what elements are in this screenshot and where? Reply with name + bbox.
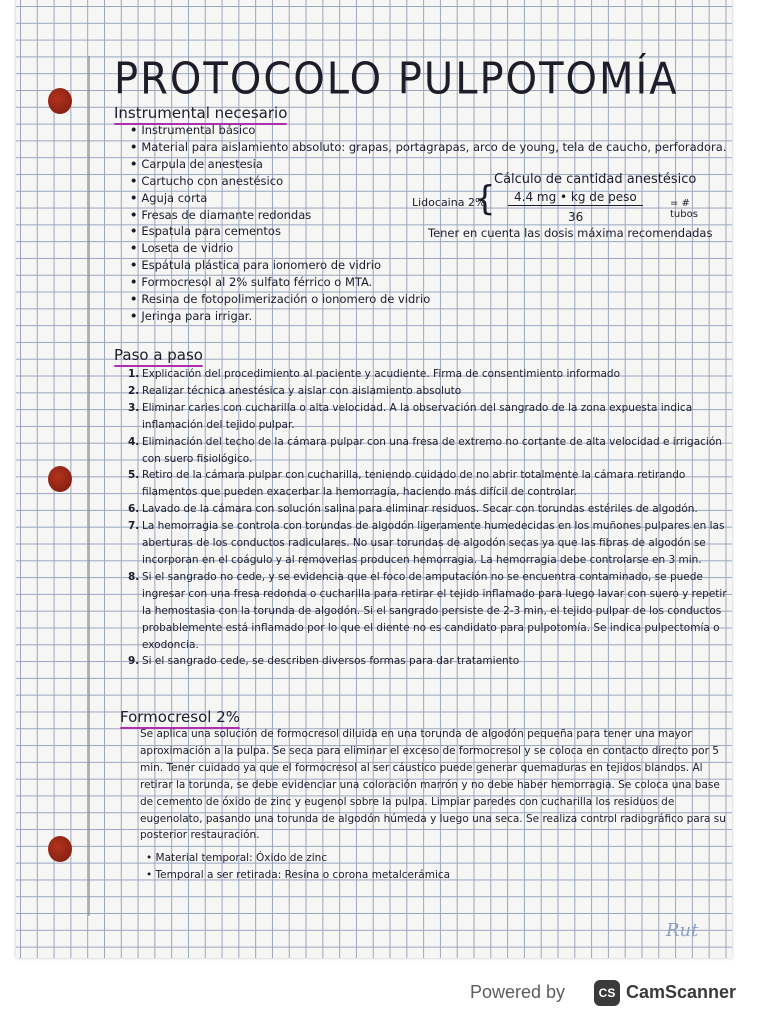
steps-heading-text: Paso a paso [114,346,203,364]
list-item [128,467,728,501]
binder-hole-bottom [48,836,72,862]
list-item [128,518,728,569]
step-text: Eliminación del techo de la cámara pulpar con una fresa de extremo no cortante de alta velocidad e irrigación con suero fisiológico. [142,435,722,465]
formocresol-heading-text: Formocresol 2% [120,708,240,726]
camscanner-logo-icon: CS [594,980,620,1006]
binder-hole-middle [48,466,72,492]
step-number: 6. [128,503,140,516]
list-item: • Cartucho con anestésico [130,173,726,190]
list-item [128,383,728,400]
step-text: Realizar técnica anestésica y aislar con aislamiento absoluto [142,384,462,397]
list-item: • Instrumental básico [130,122,726,139]
steps-list [128,366,728,670]
calc-result: = # tubos [670,198,698,220]
step-number: 9. [128,655,140,668]
list-item [128,501,728,518]
calc-note: Tener en cuenta las dosis máxima recomendadas [428,226,713,240]
list-item [128,366,728,383]
list-item [128,434,728,468]
step-number: 7. [128,520,140,533]
margin-line [88,56,90,916]
list-item: • Formocresol al 2% sulfato férrico o MTA. [130,274,726,291]
camscanner-brand: CamScanner [626,982,737,1002]
step-text: Explicación del procedimiento al paciente y acudiente. Firma de consentimiento informado [142,368,621,380]
notebook-page [16,0,732,958]
list-item: • Fresas de diamante redondas [130,207,726,224]
list-item: • Espatula para cementos [130,223,726,240]
step-text: Si el sangrado no cede, y se evidencia que el foco de amputación no se encuentra contaminado, se puede ingresar con una fresa redonda o cucharilla para retirar el tejido inflamado para luego lavar con suero y repetir la hemostasia con la torunda de algodón. Si el sangrado persiste de 2-3 min, el tejido pulpar de los conductos probablemente está inflamado por lo que el diente no es candidato para pulpotomía. Se indica pulpectomía o exodoncia. [142,570,727,651]
step-text: Lavado de la cámara con solución salina para eliminar residuos. Secar con torundas estériles de algodón. [142,503,698,516]
instrumental-list [130,122,726,325]
list-item [128,653,728,670]
calc-title: Cálculo de cantidad anestésico [494,172,697,187]
step-text: Retiro de la cámara pulpar con cucharilla, teniendo cuidado de no abrir totalmente la cámara retirando filamentos que pueden exacerbar la hemorragia, haciendo más difícil de controlar. [142,469,686,499]
list-item [128,400,728,434]
list-item: • Loseta de vidrio [130,240,726,257]
step-number: 3. [128,401,140,414]
step-number: 5. [128,469,140,482]
step-text: Eliminar caries con cucharilla o alta velocidad. A la observación del sangrado de la zona expuesta indica inflamación del tejido pulpar. [142,401,693,431]
list-item: • Espátula plástica para ionomero de vidrio [130,257,726,274]
binder-hole-top [48,88,72,114]
list-item: • Jeringa para irrigar. [130,308,726,325]
step-number: 2. [128,384,140,397]
formocresol-sub-item: • Material temporal: Óxido de zinc [146,852,328,864]
instrumental-heading-text: Instrumental necesario [114,104,288,122]
formocresol-paragraph: Se aplica una solución de formocresol diluida en una torunda de algodón pequeña para tener una mayor aproximación a la pulpa. Se seca para eliminar el exceso de formocresol y se coloca en contacto directo por 5 min. Tener cuidado ya que el formocresol al ser cáustico puede generar quemaduras en tejidos blandos. Al retirar la torunda, se debe evidenciar una coloración marrón y no debe haber hemorragia. Se coloca una base de cemento de óxido de zinc y eugenol sobre la pulpa. Limpiar paredes con cucharilla los residuos de eugenolato, pasando una torunda de algodón húmeda y luego una seca. Se realiza control radiográfico para su posterior restauración. [140,728,726,842]
list-item: • Aguja corta [130,190,726,207]
calc-drug: Lidocaina 2% [412,196,486,209]
formocresol-sub-item: • Temporal a ser retirada: Resina o corona metalcerámica [146,869,451,881]
step-text: Si el sangrado cede, se describen diversos formas para dar tratamiento [142,655,520,668]
list-item: • Resina de fotopolimerización o ionomero de vidrio [130,291,726,308]
signature: Rut [666,920,699,941]
calc-brace: { [474,179,496,219]
step-number: 1. [128,368,140,380]
calc-numerator: 4.4 mg • kg de peso [508,190,643,206]
calc-denominator: 36 [568,210,584,224]
list-item [128,569,728,654]
step-number: 8. [128,570,140,583]
steps-heading [114,346,203,367]
list-item: • Carpula de anestesia [130,156,726,173]
powered-by-text: Powered by [470,982,566,1002]
step-number: 4. [128,435,140,448]
page-title: PROTOCOLO PULPOTOMÍA [114,53,679,105]
step-text: La hemorragia se controla con torundas de algodón ligeramente humedecidas en los muñones pulpares en las aberturas de los conductos radiculares. No usar torundas de algodón secas ya que las fibras de algodón se incorporan en el coágulo y al removerlas producen hemorragia. La hemorragia debe controlarse en 3 min. [142,520,725,566]
list-item: • Material para aislamiento absoluto: grapas, portagrapas, arco de young, tela de caucho, perforadora. [130,139,726,156]
